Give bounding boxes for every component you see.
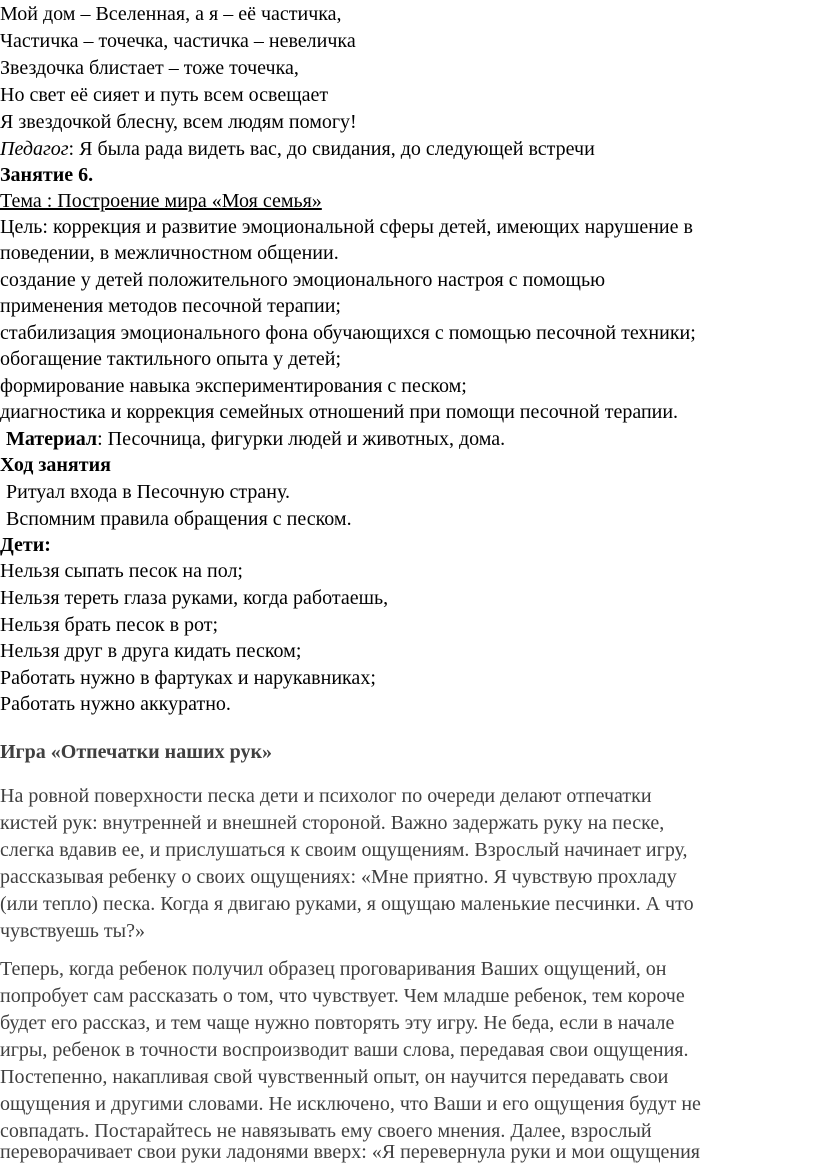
game-paragraph-line: На ровной поверхности песка дети и психолог по очереди делают отпечатки [0,785,652,807]
course-step: Вспомним правила обращения с песком. [6,508,352,530]
goal-line: Цель: коррекция и развитие эмоциональной сферы детей, имеющих нарушение в [0,216,693,238]
children-heading: Дети: [0,534,51,556]
poem-line: Я звездочкой блесну, всем людям помогу! [0,111,357,133]
teacher-text: : Я была рада видеть вас, до свидания, до следующей встречи [68,138,595,160]
game-paragraph-line: кистей рук: внутренней и внешней стороной. Важно задержать руку на песке, [0,812,665,834]
rule-item: Работать нужно аккуратно. [0,693,231,715]
lesson-topic: Тема : Построение мира «Моя семья» [0,190,322,212]
goal-line: применения методов песочной терапии; [0,295,341,317]
game-paragraph-line: (или тепло) песка. Когда я двигаю руками, я ощущаю маленькие песчинки. А что [0,893,694,915]
game-paragraph-line: чувствуешь ты?» [0,920,145,942]
game-paragraph-line: переворачивает свои руки ладонями вверх: «Я перевернула руки и мои ощущения [0,1141,700,1163]
material-text: : Песочница, фигурки людей и животных, дома. [97,428,506,450]
goal-line: создание у детей положительного эмоционального настроя с помощью [0,269,606,291]
game-paragraph-line: рассказывая ребенку о своих ощущениях: «Мне приятно. Я чувствую прохладу [0,866,677,888]
rule-item: Нельзя друг в друга кидать песком; [0,640,302,662]
teacher-farewell [0,137,595,161]
game-paragraph-line: игры, ребенок в точности воспроизводит ваши слова, передавая свои ощущения. [0,1039,689,1061]
poem-line: Звездочка блистает – тоже точечка, [0,57,299,79]
game-paragraph-line: совпадать. Постарайтесь не навязывать ему своего мнения. Далее, взрослый [0,1120,652,1142]
material-line [6,427,505,451]
game-paragraph-line: Теперь, когда ребенок получил образец проговаривания Ваших ощущений, он [0,958,667,980]
rule-item: Нельзя брать песок в рот; [0,614,219,636]
rule-item: Работать нужно в фартуках и нарукавниках; [0,667,376,689]
rule-item: Нельзя тереть глаза руками, когда работаешь, [0,587,389,609]
goal-line: стабилизация эмоционального фона обучающихся с помощью песочной техники; [0,322,696,344]
game-paragraph-line: ощущения и другими словами. Не исключено, что Ваши и его ощущения будут не [0,1093,701,1115]
goal-line: обогащение тактильного опыта у детей; [0,348,342,370]
poem-line: Мой дом – Вселенная, а я – её частичка, [0,3,342,25]
poem-line: Частичка – точечка, частичка – невеличка [0,30,356,52]
lesson-title: Занятие 6. [0,164,94,186]
rule-item: Нельзя сыпать песок на пол; [0,560,243,582]
game-heading: Игра «Отпечатки наших рук» [0,741,272,763]
teacher-label: Педагог [0,138,69,160]
game-paragraph-line: слегка вдавив ее, и прислушаться к своим ощущениям. Взрослый начинает игру, [0,839,688,861]
poem-line: Но свет её сияет и путь всем освещает [0,84,329,106]
goal-line: формирование навыка экспериментирования с песком; [0,375,467,397]
game-paragraph-line: Постепенно, накапливая свой чувственный опыт, он научится передавать свои [0,1066,669,1088]
material-label: Материал [6,428,98,450]
game-paragraph-line: будет его рассказ, и тем чаще нужно повторять эту игру. Не беда, если в начале [0,1012,675,1034]
course-step: Ритуал входа в Песочную страну. [6,481,290,503]
goal-line: поведении, в межличностном общении. [0,242,339,264]
game-paragraph-line: попробует сам рассказать о том, что чувствует. Чем младше ребенок, тем короче [0,985,685,1007]
course-heading: Ход занятия [0,454,111,476]
goal-line: диагностика и коррекция семейных отношений при помощи песочной терапии. [0,401,679,423]
